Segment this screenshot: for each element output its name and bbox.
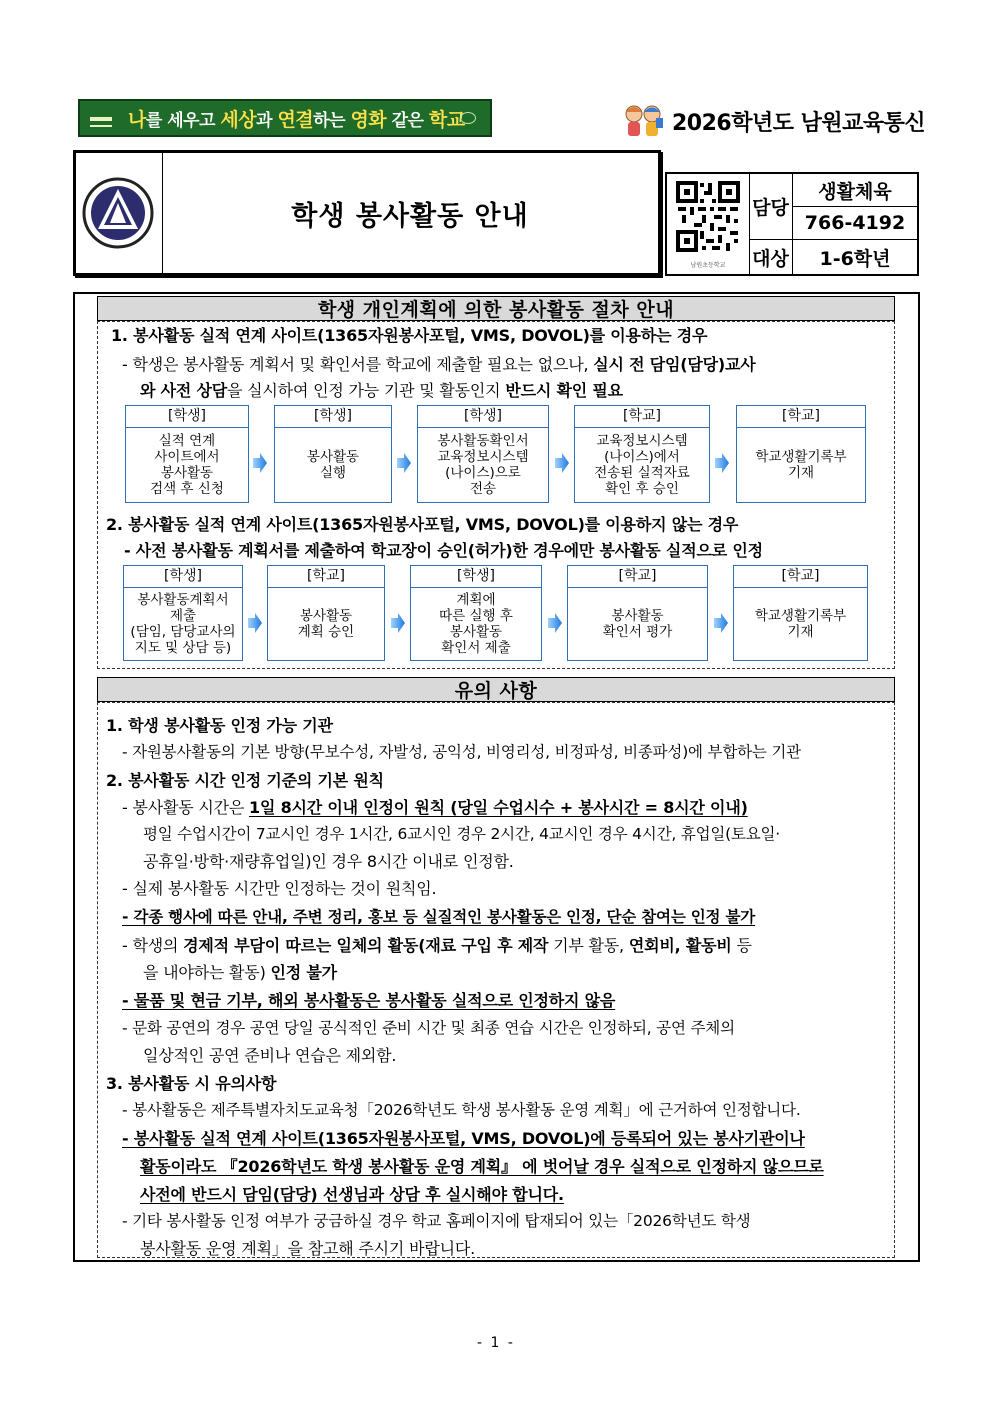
flow-step-tag: [학교] <box>575 406 709 428</box>
newsletter-title: 2026학년도 남원교육통신 <box>672 111 926 136</box>
flow-step-tag: [학교] <box>734 566 867 588</box>
flow1-step <box>417 405 549 503</box>
flow1-step <box>736 405 866 503</box>
section-procedure-heading: 학생 개인계획에 의한 봉사활동 절차 안내 <box>97 296 895 321</box>
speech-bubble-icon <box>460 112 476 124</box>
school-slogan: 나를 세우고 세상과 연결하는 영화 같은 학교 <box>128 108 465 131</box>
notes-h2-line1: - 봉사활동 시간은 1일 8시간 이내 인정이 원칙 (당일 수업시수 + 봉사시간 = 8시간 이내) <box>122 798 748 817</box>
procedure-item1-desc-line1: - 학생은 봉사활동 계획서 및 확인서를 학교에 제출할 필요는 없으나, 실시 전 담임(담당)교사 <box>122 355 756 374</box>
qr-code-icon[interactable] <box>667 174 749 258</box>
flow-step-tag: [학생] <box>126 406 248 428</box>
flow-step-text: 봉사활동 계획 승인 <box>297 607 355 640</box>
notes-h3-line1: - 봉사활동은 제주특별자치도교육청「2026학년도 학생 봉사활동 운영 계획」에 근거하여 인정합니다. <box>122 1101 801 1119</box>
flow-step-tag: [학생] <box>275 406 391 428</box>
notes-h2-line9: - 문화 공연의 경우 공연 당일 공식적인 준비 시간 및 최종 연습 시간은 인정하되, 공연 주체의 <box>122 1019 735 1037</box>
flow-arrow-icon <box>548 613 562 633</box>
phone-number: 766-4192 <box>793 207 917 240</box>
school-emblem-cell <box>76 153 163 273</box>
notes-h3-line2: - 봉사활동 실적 연계 사이트(1365자원봉사포털, VMS, DOVOL)에 등록되어 있는 봉사기관이나 <box>122 1129 805 1148</box>
flow-step-text: 계획에 따른 실행 후 봉사활동 확인서 제출 <box>439 591 513 656</box>
flow-step-text: 봉사활동 실행 <box>306 448 360 481</box>
flow-step-text: 봉사활동 확인서 평가 <box>602 607 673 640</box>
banner-dash-decoration <box>90 117 112 121</box>
manager-label: 담당 <box>749 174 793 240</box>
manager-value: 생활체육 <box>793 174 917 207</box>
qr-code-caption: 남원초등학교 <box>690 262 726 269</box>
flow-step-tag: [학생] <box>411 566 541 588</box>
notes-h2-line10: 일상적인 공연 준비나 연습은 제외함. <box>143 1046 397 1065</box>
notes-h2-line8: - 물품 및 현금 기부, 해외 봉사활동은 봉사활동 실적으로 인정하지 않음 <box>122 991 616 1010</box>
target-label: 대상 <box>749 240 793 274</box>
banner-underline-decoration <box>90 125 112 127</box>
contact-info-table <box>665 172 919 276</box>
notes-h2-line6: - 학생의 경제적 부담이 따르는 일체의 활동(재료 구입 후 제작 기부 활동, 연회비, 활동비 등 <box>122 936 752 955</box>
procedure-item2-desc: - 사전 봉사활동 계획서를 제출하여 학교장이 승인(허가)한 경우에만 봉사활동 실적으로 인정 <box>124 541 763 560</box>
notes-h2-line3: 공휴일·방학·재량휴업일)인 경우 8시간 이내로 인정함. <box>143 852 514 871</box>
notes-h2-line4: - 실제 봉사활동 시간만 인정하는 것이 원칙임. <box>122 879 437 898</box>
procedure-item2-title: 2. 봉사활동 실적 연계 사이트(1365자원봉사포털, VMS, DOVOL)를 이용하지 않는 경우 <box>106 515 739 534</box>
flow-arrow-icon <box>391 613 405 633</box>
flow-arrow-icon <box>253 453 267 473</box>
target-value: 1-6학년 <box>819 247 891 270</box>
flow2-step <box>123 565 243 661</box>
notes-heading-3: 3. 봉사활동 시 유의사항 <box>106 1074 277 1093</box>
notes-h3-line3: 활동이라도 『2026학년도 학생 봉사활동 운영 계획』 에 벗어날 경우 실적으로 인정하지 않으므로 <box>140 1157 824 1176</box>
flow-step-text: 학교생활기록부 기재 <box>755 448 847 481</box>
flow2-step <box>733 565 868 661</box>
notes-heading-1: 1. 학생 봉사활동 인정 가능 기관 <box>106 716 333 735</box>
document-title: 학생 봉사활동 안내 <box>291 200 529 232</box>
flow-step-tag: [학교] <box>568 566 707 588</box>
notes-h3-line6: 봉사활동 운영 계획」을 참고해 주시기 바랍니다. <box>140 1239 475 1258</box>
procedure-item1-title: 1. 봉사활동 실적 연계 사이트(1365자원봉사포털, VMS, DOVOL)를 이용하는 경우 <box>111 326 708 345</box>
section-notes-heading: 유의 사항 <box>97 677 895 702</box>
flow-step-tag: [학교] <box>268 566 384 588</box>
notes-heading-2: 2. 봉사활동 시간 인정 기준의 기본 원칙 <box>106 771 384 790</box>
page-number: - 1 - <box>477 1335 515 1351</box>
flow2-step <box>567 565 708 661</box>
notes-h1-line1: - 자원봉사활동의 기본 방향(무보수성, 자발성, 공익성, 비영리성, 비정파성, 비종파성)에 부합하는 기관 <box>122 743 801 761</box>
flow-arrow-icon <box>248 613 262 633</box>
document-title-box <box>73 150 661 276</box>
school-mascot-icon <box>622 102 666 142</box>
notes-h2-line5: - 각종 행사에 따른 안내, 주변 정리, 홍보 등 실질적인 봉사활동은 인정, 단순 참여는 인정 불가 <box>122 908 756 926</box>
notes-h3-line5: - 기타 봉사활동 인정 여부가 궁금하실 경우 학교 홈페이지에 탑재되어 있는「2026학년도 학생 <box>122 1212 751 1230</box>
flow-step-tag: [학교] <box>737 406 865 428</box>
flow2-step <box>410 565 542 661</box>
flow1-step <box>574 405 710 503</box>
flow2-step <box>267 565 385 661</box>
school-slogan-banner <box>78 99 492 137</box>
flow-arrow-icon <box>555 453 569 473</box>
flow-arrow-icon <box>397 453 411 473</box>
flow-step-text: 실적 연계 사이트에서 봉사활동 검색 후 신청 <box>150 432 224 497</box>
flow-step-tag: [학생] <box>418 406 548 428</box>
flow-arrow-icon <box>715 453 729 473</box>
flow-step-text: 교육정보시스템 (나이스)에서 전송된 실적자료 확인 후 승인 <box>594 432 690 497</box>
notes-h2-line7: 을 내야하는 활동) 인정 불가 <box>143 963 337 982</box>
flow-step-tag: [학생] <box>124 566 242 588</box>
flow1-step <box>125 405 249 503</box>
flow-step-text: 봉사활동확인서 교육정보시스템 (나이스)으로 전송 <box>437 432 529 497</box>
qr-code-cell[interactable] <box>667 174 750 274</box>
procedure-item1-desc-line2: 와 사전 상담을 실시하여 인정 가능 기관 및 활동인지 반드시 확인 필요 <box>140 381 623 400</box>
flow-step-text: 학교생활기록부 기재 <box>754 607 847 640</box>
flow-arrow-icon <box>714 613 728 633</box>
notes-h2-line2: 평일 수업시간이 7교시인 경우 1시간, 6교시인 경우 2시간, 4교시인 경우 4시간, 휴업일(토요일· <box>143 825 781 843</box>
school-emblem-icon <box>76 153 156 273</box>
flow1-step <box>274 405 392 503</box>
flow-step-text: 봉사활동계획서 제출 (담임, 담당교사의 지도 및 상담 등) <box>130 591 236 656</box>
notes-h3-line4: 사전에 반드시 담임(담당) 선생님과 상담 후 실시해야 합니다. <box>140 1185 564 1204</box>
